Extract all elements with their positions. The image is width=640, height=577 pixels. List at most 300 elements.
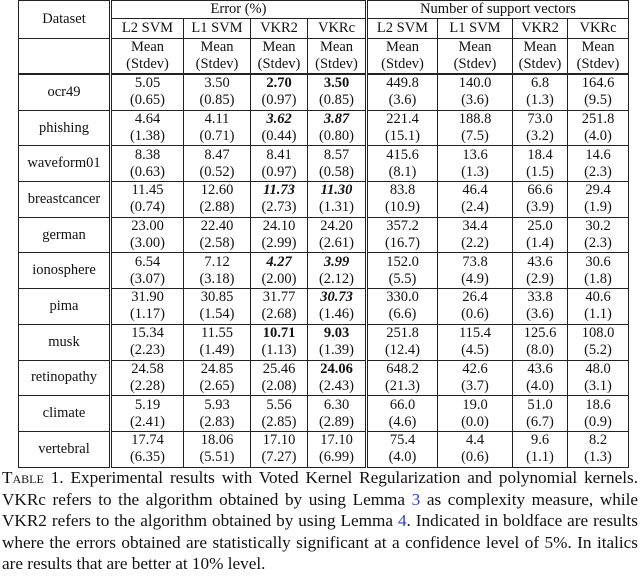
table-row xyxy=(19,253,629,289)
error-mean: 4.27 xyxy=(266,253,292,270)
sv-stdev: (16.7) xyxy=(384,235,421,252)
error-mean: 25.46 xyxy=(262,360,296,377)
sv-stdev: (8.0) xyxy=(526,342,554,359)
sv-cell xyxy=(438,289,513,325)
error-mean: 3.50 xyxy=(204,75,230,92)
error-cell xyxy=(184,182,251,218)
sv-mean: 125.6 xyxy=(523,325,557,342)
error-mean: 15.34 xyxy=(131,325,164,342)
sv-mean: 34.4 xyxy=(462,218,488,235)
error-cell xyxy=(184,110,251,146)
mean-label: Mean xyxy=(200,39,234,55)
error-stdev: (2.68) xyxy=(261,306,297,323)
error-method-header: VKRc xyxy=(308,19,367,39)
sv-stdev: (12.4) xyxy=(384,342,421,359)
sv-mean: 46.4 xyxy=(462,182,488,199)
error-stdev: (7.27) xyxy=(261,449,297,466)
sv-method-header: VKRc xyxy=(568,19,629,39)
sv-cell xyxy=(568,74,629,110)
table-caption xyxy=(2,467,638,575)
sv-mean: 152.0 xyxy=(386,253,419,270)
dataset-name: waveform01 xyxy=(19,146,111,182)
error-mean: 17.10 xyxy=(262,432,296,449)
error-stdev: (1.49) xyxy=(199,342,235,359)
sv-cell xyxy=(438,324,513,360)
error-mean: 7.12 xyxy=(204,253,230,270)
sv-stdev: (2.4) xyxy=(461,199,489,216)
sv-mean: 30.2 xyxy=(585,218,611,235)
error-stdev: (2.41) xyxy=(129,413,166,430)
error-method-header: L1 SVM xyxy=(184,19,251,39)
sv-stdev: (2.3) xyxy=(584,163,612,180)
error-stdev: (3.07) xyxy=(129,270,166,287)
error-mean: 23.00 xyxy=(131,218,164,235)
error-mean: 24.20 xyxy=(320,218,353,235)
sv-mean: 4.4 xyxy=(465,432,485,449)
error-stdev: (2.08) xyxy=(261,377,297,394)
table-row xyxy=(19,74,629,110)
error-cell xyxy=(308,360,367,396)
error-stdev: (2.43) xyxy=(318,377,355,394)
error-mean: 10.71 xyxy=(262,325,296,342)
sv-mean: 6.8 xyxy=(530,75,550,92)
error-cell xyxy=(308,146,367,182)
mean-label: Mean xyxy=(262,39,296,55)
error-mean: 8.57 xyxy=(323,146,350,163)
mean-stdev-header xyxy=(438,39,513,75)
caption-text: as complexity measure, while VKR2 refers to the algorithm obtained by using Lemma xyxy=(2,489,638,530)
sv-cell xyxy=(513,217,568,253)
sv-mean: 115.4 xyxy=(458,325,492,342)
sv-mean: 357.2 xyxy=(386,218,419,235)
error-cell xyxy=(251,396,308,432)
error-cell xyxy=(308,74,367,110)
error-cell xyxy=(308,431,367,467)
error-stdev: (2.83) xyxy=(199,413,235,430)
error-cell xyxy=(251,360,308,396)
sv-cell xyxy=(367,360,438,396)
mean-label: Mean xyxy=(581,39,615,55)
sv-cell xyxy=(568,360,629,396)
sv-stdev: (3.6) xyxy=(526,306,554,323)
empty-cell xyxy=(19,39,111,75)
sv-method-header: L1 SVM xyxy=(438,19,513,39)
sv-stdev: (4.0) xyxy=(584,128,612,145)
sv-cell xyxy=(367,253,438,289)
mean-label: Mean xyxy=(130,39,164,55)
sv-cell xyxy=(568,324,629,360)
sv-mean: 42.6 xyxy=(462,360,488,377)
dataset-name: vertebral xyxy=(19,431,111,467)
error-cell xyxy=(184,431,251,467)
dataset-name: breastcancer xyxy=(19,182,111,218)
table-row xyxy=(19,217,629,253)
sv-cell xyxy=(438,217,513,253)
sv-cell xyxy=(568,110,629,146)
sv-mean: 33.8 xyxy=(527,289,553,306)
error-mean: 18.06 xyxy=(200,432,234,449)
error-stdev: (2.61) xyxy=(318,235,355,252)
table-row xyxy=(19,431,629,467)
dataset-name: musk xyxy=(19,324,111,360)
table-row xyxy=(19,289,629,325)
sv-cell xyxy=(367,431,438,467)
sv-mean: 75.4 xyxy=(389,432,416,449)
sv-mean: 29.4 xyxy=(585,182,611,199)
sv-cell xyxy=(568,217,629,253)
sv-stdev: (2.9) xyxy=(526,270,554,287)
error-mean: 31.90 xyxy=(131,289,164,306)
sv-cell xyxy=(568,431,629,467)
sv-stdev: (5.2) xyxy=(584,342,612,359)
sv-mean: 19.0 xyxy=(462,396,488,413)
sv-mean: 66.6 xyxy=(527,182,553,199)
error-stdev: (0.97) xyxy=(261,163,297,180)
sv-mean: 251.8 xyxy=(581,111,615,128)
error-cell xyxy=(184,253,251,289)
sv-mean: 9.6 xyxy=(530,432,550,449)
error-cell xyxy=(184,74,251,110)
error-mean: 2.70 xyxy=(266,75,292,92)
sv-cell xyxy=(367,182,438,218)
stdev-label: (Stdev) xyxy=(126,56,169,72)
error-stdev: (0.97) xyxy=(261,92,297,109)
error-mean: 5.19 xyxy=(134,396,161,413)
sv-mean: 140.0 xyxy=(458,75,492,92)
sv-stdev: (1.3) xyxy=(526,92,554,109)
sv-cell xyxy=(568,253,629,289)
sv-stdev: (4.0) xyxy=(388,449,417,466)
error-stdev: (2.65) xyxy=(199,377,235,394)
error-stdev: (2.73) xyxy=(261,199,297,216)
error-mean: 9.03 xyxy=(323,325,350,342)
dataset-name: ionosphere xyxy=(19,253,111,289)
error-stdev: (1.46) xyxy=(318,306,355,323)
sv-stdev: (4.5) xyxy=(461,342,489,359)
error-cell xyxy=(251,431,308,467)
sv-mean: 449.8 xyxy=(386,75,419,92)
table-row xyxy=(19,396,629,432)
error-stdev: (2.00) xyxy=(261,270,297,287)
error-mean: 5.56 xyxy=(266,396,292,413)
sv-stdev: (7.5) xyxy=(461,128,489,145)
sv-mean: 415.6 xyxy=(386,146,419,163)
sv-stdev: (1.4) xyxy=(526,235,554,252)
sv-cell xyxy=(367,289,438,325)
error-cell xyxy=(251,253,308,289)
error-mean: 4.11 xyxy=(204,111,230,128)
sv-stdev: (3.6) xyxy=(461,92,489,109)
error-mean: 8.41 xyxy=(266,146,292,163)
error-mean: 17.10 xyxy=(320,432,353,449)
sv-mean: 66.0 xyxy=(389,396,416,413)
sv-cell xyxy=(513,146,568,182)
error-stdev: (5.51) xyxy=(199,449,235,466)
error-stdev: (0.85) xyxy=(199,92,235,109)
error-cell xyxy=(308,289,367,325)
error-cell xyxy=(308,110,367,146)
error-cell xyxy=(111,324,184,360)
error-mean: 3.99 xyxy=(323,253,350,270)
sv-stdev: (1.8) xyxy=(584,270,612,287)
error-group-header: Error (%) xyxy=(111,1,367,19)
sv-cell xyxy=(513,110,568,146)
sv-mean: 48.0 xyxy=(585,360,611,377)
error-cell xyxy=(184,396,251,432)
error-mean: 11.30 xyxy=(320,182,353,199)
sv-stdev: (4.0) xyxy=(526,377,554,394)
sv-cell xyxy=(513,74,568,110)
sv-stdev: (3.9) xyxy=(526,199,554,216)
error-cell xyxy=(184,289,251,325)
error-stdev: (2.58) xyxy=(199,235,235,252)
error-mean: 22.40 xyxy=(200,218,234,235)
error-cell xyxy=(251,182,308,218)
sv-stdev: (6.6) xyxy=(388,306,417,323)
error-stdev: (2.23) xyxy=(129,342,166,359)
error-stdev: (3.00) xyxy=(129,235,166,252)
error-stdev: (2.99) xyxy=(261,235,297,252)
mean-stdev-header xyxy=(513,39,568,75)
sv-mean: 43.6 xyxy=(527,253,553,270)
error-mean: 24.58 xyxy=(131,360,164,377)
error-stdev: (0.71) xyxy=(199,128,235,145)
error-mean: 31.77 xyxy=(262,289,296,306)
error-stdev: (2.88) xyxy=(199,199,235,216)
table-row xyxy=(19,360,629,396)
error-cell xyxy=(111,289,184,325)
error-cell xyxy=(184,146,251,182)
sv-mean: 164.6 xyxy=(581,75,615,92)
table-row xyxy=(19,324,629,360)
sv-cell xyxy=(438,431,513,467)
sv-cell xyxy=(513,182,568,218)
sv-stdev: (1.9) xyxy=(584,199,612,216)
error-mean: 3.87 xyxy=(323,111,350,128)
sv-cell xyxy=(367,217,438,253)
sv-mean: 188.8 xyxy=(458,111,492,128)
sv-cell xyxy=(367,146,438,182)
error-mean: 24.10 xyxy=(262,218,296,235)
sv-cell xyxy=(367,324,438,360)
mean-stdev-header xyxy=(251,39,308,75)
error-mean: 30.85 xyxy=(200,289,234,306)
mean-label: Mean xyxy=(523,39,557,55)
sv-cell xyxy=(367,74,438,110)
error-cell xyxy=(308,396,367,432)
sv-cell xyxy=(438,146,513,182)
sv-stdev: (0.9) xyxy=(584,413,612,430)
error-cell xyxy=(184,360,251,396)
dataset-name: ocr49 xyxy=(19,74,111,110)
error-mean: 17.74 xyxy=(131,432,164,449)
error-stdev: (3.18) xyxy=(199,270,235,287)
sv-cell xyxy=(513,324,568,360)
error-cell xyxy=(308,182,367,218)
mean-label: Mean xyxy=(319,39,353,55)
sv-stdev: (1.1) xyxy=(584,306,612,323)
sv-method-header: L2 SVM xyxy=(367,19,438,39)
sv-stdev: (9.5) xyxy=(584,92,612,109)
error-stdev: (2.89) xyxy=(318,413,355,430)
table-row xyxy=(19,146,629,182)
sv-stdev: (3.6) xyxy=(388,92,417,109)
error-mean: 11.55 xyxy=(200,325,234,342)
error-stdev: (1.54) xyxy=(199,306,235,323)
error-stdev: (1.39) xyxy=(318,342,355,359)
error-stdev: (0.52) xyxy=(199,163,235,180)
sv-stdev: (8.1) xyxy=(388,163,417,180)
error-stdev: (1.31) xyxy=(318,199,355,216)
error-stdev: (0.74) xyxy=(129,199,166,216)
error-mean: 3.50 xyxy=(323,75,350,92)
stdev-label: (Stdev) xyxy=(257,56,301,72)
sv-mean: 221.4 xyxy=(386,111,419,128)
error-cell xyxy=(111,110,184,146)
dataset-header: Dataset xyxy=(19,1,111,39)
sv-cell xyxy=(438,360,513,396)
sv-stdev: (1.5) xyxy=(526,163,554,180)
error-stdev: (2.28) xyxy=(129,377,166,394)
error-mean: 3.62 xyxy=(266,111,292,128)
sv-mean: 8.2 xyxy=(588,432,608,449)
error-stdev: (1.13) xyxy=(261,342,297,359)
table-row xyxy=(19,110,629,146)
error-stdev: (0.63) xyxy=(129,163,166,180)
error-mean: 30.73 xyxy=(320,289,353,306)
dataset-name: climate xyxy=(19,396,111,432)
sv-cell xyxy=(367,110,438,146)
error-mean: 4.64 xyxy=(134,111,161,128)
error-mean: 8.47 xyxy=(204,146,230,163)
sv-stdev: (3.1) xyxy=(584,377,612,394)
sv-cell xyxy=(513,360,568,396)
lemma-3-link[interactable]: 3 xyxy=(411,489,421,509)
error-mean: 11.45 xyxy=(131,182,164,199)
error-mean: 11.73 xyxy=(263,182,295,199)
sv-mean: 25.0 xyxy=(527,218,553,235)
sv-stdev: (6.7) xyxy=(526,413,554,430)
dataset-name: phishing xyxy=(19,110,111,146)
stdev-label: (Stdev) xyxy=(453,56,497,72)
sv-stdev: (1.3) xyxy=(584,449,612,466)
sv-cell xyxy=(438,110,513,146)
sv-cell xyxy=(513,396,568,432)
sv-cell xyxy=(438,74,513,110)
sv-stdev: (10.9) xyxy=(384,199,421,216)
sv-mean: 51.0 xyxy=(527,396,553,413)
error-cell xyxy=(111,74,184,110)
sv-stdev: (0.6) xyxy=(461,306,489,323)
caption-text: . Indicated in boldface are results where the errors obtained are statistically significant at a confidence level of 5%. In italics are results that are better at 10% level. xyxy=(2,511,638,573)
stdev-label: (Stdev) xyxy=(381,56,424,72)
sv-stdev: (4.6) xyxy=(388,413,417,430)
sv-cell xyxy=(513,431,568,467)
error-mean: 8.38 xyxy=(134,146,161,163)
sv-mean: 26.4 xyxy=(462,289,488,306)
sv-stdev: (5.5) xyxy=(388,270,417,287)
mean-stdev-header xyxy=(308,39,367,75)
sv-cell xyxy=(367,396,438,432)
stdev-label: (Stdev) xyxy=(195,56,239,72)
sv-mean: 73.0 xyxy=(527,111,553,128)
sv-cell xyxy=(568,146,629,182)
results-table xyxy=(18,0,629,468)
error-mean: 24.06 xyxy=(320,360,353,377)
sv-stdev: (2.2) xyxy=(461,235,489,252)
sv-cell xyxy=(568,396,629,432)
support-vectors-group-header: Number of support vectors xyxy=(367,1,629,19)
lemma-4-link[interactable]: 4 xyxy=(397,511,407,530)
sv-mean: 14.6 xyxy=(585,146,611,163)
error-method-header: VKR2 xyxy=(251,19,308,39)
error-cell xyxy=(308,217,367,253)
error-stdev: (1.17) xyxy=(129,306,166,323)
sv-cell xyxy=(568,289,629,325)
sv-cell xyxy=(513,289,568,325)
error-stdev: (0.44) xyxy=(261,128,297,145)
error-stdev: (0.58) xyxy=(318,163,355,180)
error-cell xyxy=(111,396,184,432)
sv-stdev: (3.7) xyxy=(461,377,489,394)
error-cell xyxy=(184,324,251,360)
error-cell xyxy=(251,324,308,360)
error-method-header: L2 SVM xyxy=(111,19,184,39)
sv-stdev: (0.6) xyxy=(461,449,489,466)
sv-stdev: (2.3) xyxy=(584,235,612,252)
error-stdev: (1.38) xyxy=(129,128,166,145)
dataset-name: german xyxy=(19,217,111,253)
sv-mean: 83.8 xyxy=(389,182,416,199)
stdev-label: (Stdev) xyxy=(576,56,620,72)
error-cell xyxy=(251,217,308,253)
error-cell xyxy=(111,360,184,396)
sv-stdev: (15.1) xyxy=(384,128,421,145)
error-cell xyxy=(111,253,184,289)
sv-mean: 13.6 xyxy=(462,146,488,163)
error-stdev: (0.80) xyxy=(318,128,355,145)
error-cell xyxy=(111,182,184,218)
dataset-name: pima xyxy=(19,289,111,325)
sv-method-header: VKR2 xyxy=(513,19,568,39)
error-cell xyxy=(308,324,367,360)
dataset-name: retinopathy xyxy=(19,360,111,396)
sv-cell xyxy=(438,253,513,289)
sv-cell xyxy=(568,182,629,218)
sv-mean: 73.8 xyxy=(462,253,488,270)
error-cell xyxy=(111,146,184,182)
sv-stdev: (1.3) xyxy=(461,163,489,180)
mean-label: Mean xyxy=(385,39,419,55)
sv-mean: 108.0 xyxy=(581,325,615,342)
error-mean: 12.60 xyxy=(200,182,234,199)
error-mean: 24.85 xyxy=(200,360,234,377)
sv-cell xyxy=(438,182,513,218)
mean-stdev-header xyxy=(184,39,251,75)
error-cell xyxy=(251,74,308,110)
error-mean: 5.05 xyxy=(134,75,161,92)
sv-mean: 251.8 xyxy=(386,325,419,342)
caption-label: Table 1. xyxy=(2,468,64,487)
sv-mean: 18.6 xyxy=(585,396,611,413)
sv-stdev: (1.1) xyxy=(526,449,554,466)
sv-stdev: (3.2) xyxy=(526,128,554,145)
error-mean: 6.54 xyxy=(134,253,161,270)
mean-stdev-header xyxy=(367,39,438,75)
sv-mean: 330.0 xyxy=(386,289,419,306)
error-stdev: (0.65) xyxy=(129,92,166,109)
sv-stdev: (21.3) xyxy=(384,377,421,394)
